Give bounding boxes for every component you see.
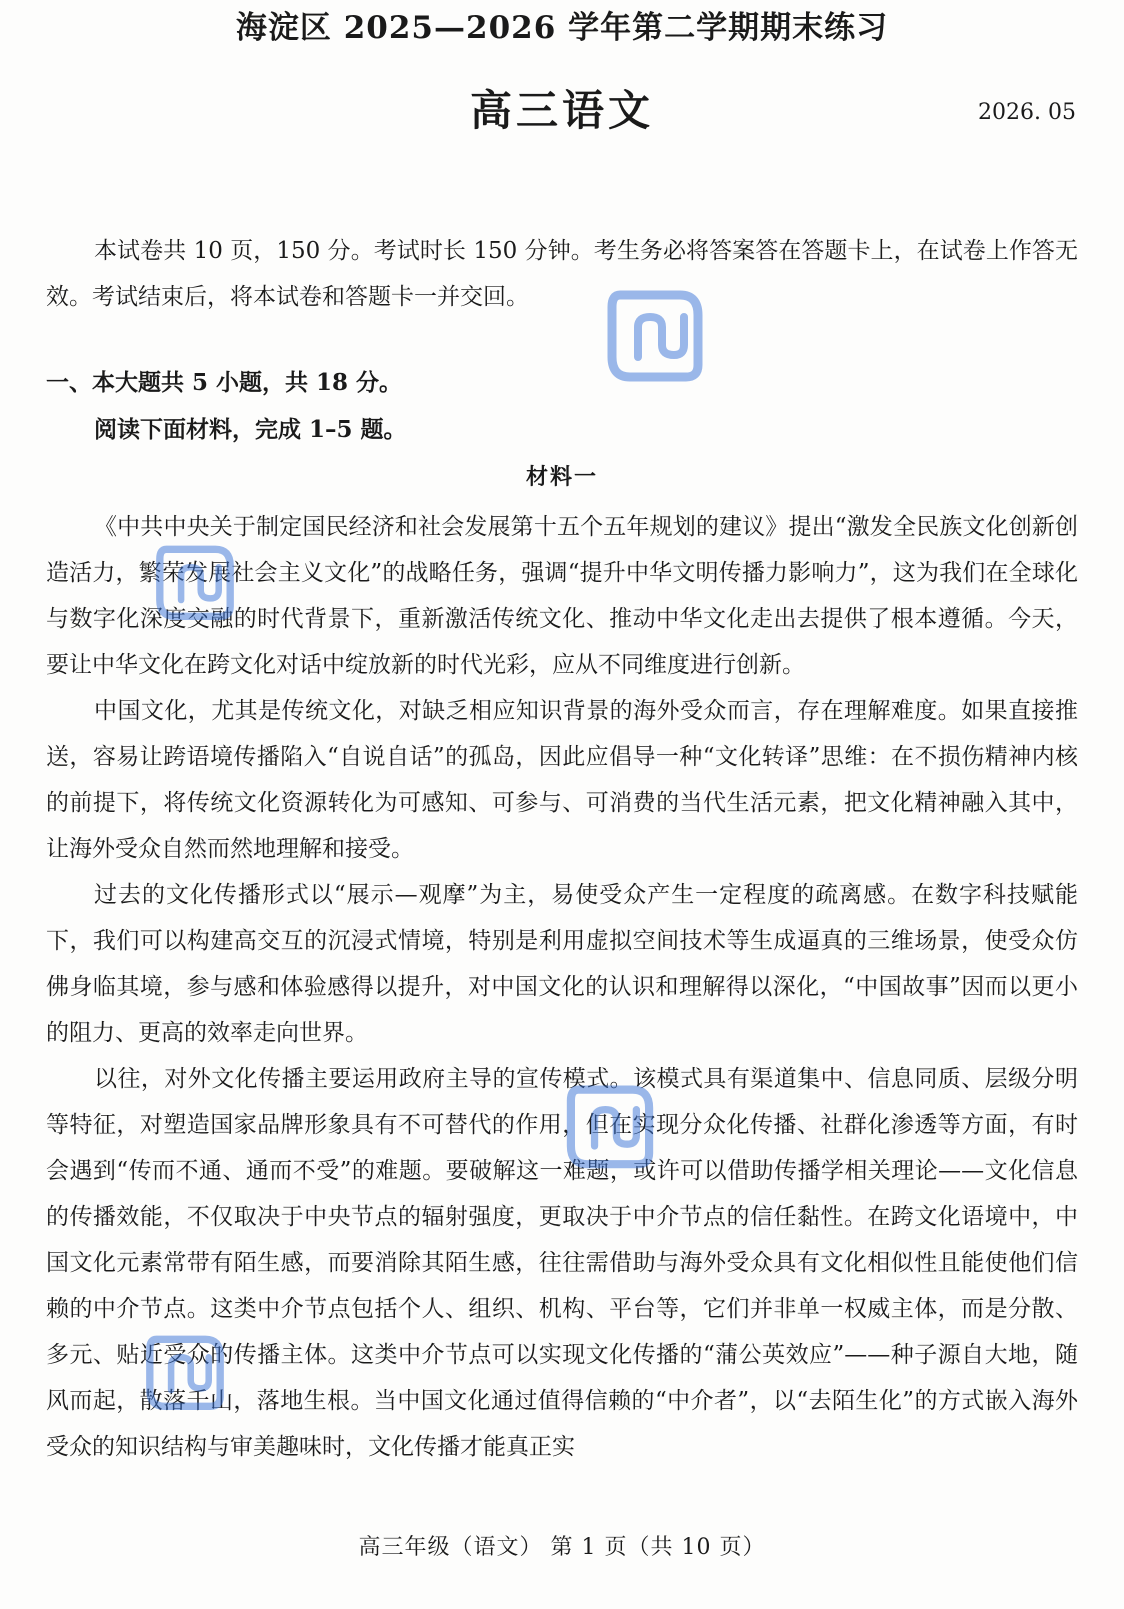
reading-instruction: 阅读下面材料，完成 1–5 题。 [94,416,407,443]
page-footer: 高三年级（语文） 第 1 页（共 10 页） [358,1535,766,1560]
material-title: 材料一 [525,464,598,490]
exam-instructions [46,228,1078,320]
instructions-paragraph: 本试卷共 10 页，150 分。考试时长 150 分钟。考生务必将答案答在答题卡上，在试卷上作答无效。考试结束后，将本试卷和答题卡一并交回。 [46,238,1078,310]
material-paragraph: 《中共中央关于制定国民经济和社会发展第十五个五年规划的建议》提出“激发全民族文化创新创造活力，繁荣发展社会主义文化”的战略任务，强调“提升中华文明传播力影响力”，这为我们在全球化与数字化深度交融的时代背景下，重新激活传统文化、推动中华文化走出去提供了根本遵循。今天，要让中华文化在跨文化对话中绽放新的时代光彩，应从不同维度进行创新。 [46,514,1078,678]
material-paragraph: 过去的文化传播形式以“展示—观摩”为主，易使受众产生一定程度的疏离感。在数字科技赋能下，我们可以构建高交互的沉浸式情境，特别是利用虚拟空间技术等生成逼真的三维场景，使受众仿佛身临其境，参与感和体验感得以提升，对中国文化的认识和理解得以深化，“中国故事”因而以更小的阻力、更高的效率走向世界。 [46,882,1078,1046]
exam-date: 2026. 05 [978,100,1076,125]
section-heading: 一、本大题共 5 小题，共 18 分。 [46,369,403,396]
material-body [46,504,1078,1470]
material-paragraph: 以往，对外文化传播主要运用政府主导的宣传模式。该模式具有渠道集中、信息同质、层级分明等特征，对塑造国家品牌形象具有不可替代的作用，但在实现分众化传播、社群化渗透等方面，有时会遇到“传而不通、通而不受”的难题。要破解这一难题，或许可以借助传播学相关理论——文化信息的传播效能，不仅取决于中央节点的辐射强度，更取决于中介节点的信任黏性。在跨文化语境中，中国文化元素常带有陌生感，而要消除其陌生感，往往需借助与海外受众具有文化相似性且能使他们信赖的中介节点。这类中介节点包括个人、组织、机构、平台等，它们并非单一权威主体，而是分散、多元、贴近受众的传播主体。这类中介节点可以实现文化传播的“蒲公英效应”——种子源自大地，随风而起，散落千山，落地生根。当中国文化通过值得信赖的“中介者”，以“去陌生化”的方式嵌入海外受众的知识结构与审美趣味时，文化传播才能真正实 [46,1066,1078,1460]
material-paragraph: 中国文化，尤其是传统文化，对缺乏相应知识背景的海外受众而言，存在理解难度。如果直接推送，容易让跨语境传播陷入“自说自话”的孤岛，因此应倡导一种“文化转译”思维：在不损伤精神内核的前提下，将传统文化资源转化为可感知、可参与、可消费的当代生活元素，把文化精神融入其中，让海外受众自然而然地理解和接受。 [46,698,1078,862]
subject-title: 高三语文 [469,86,654,135]
exam-header-title: 海淀区 2025—2026 学年第二学期期末练习 [235,10,889,46]
